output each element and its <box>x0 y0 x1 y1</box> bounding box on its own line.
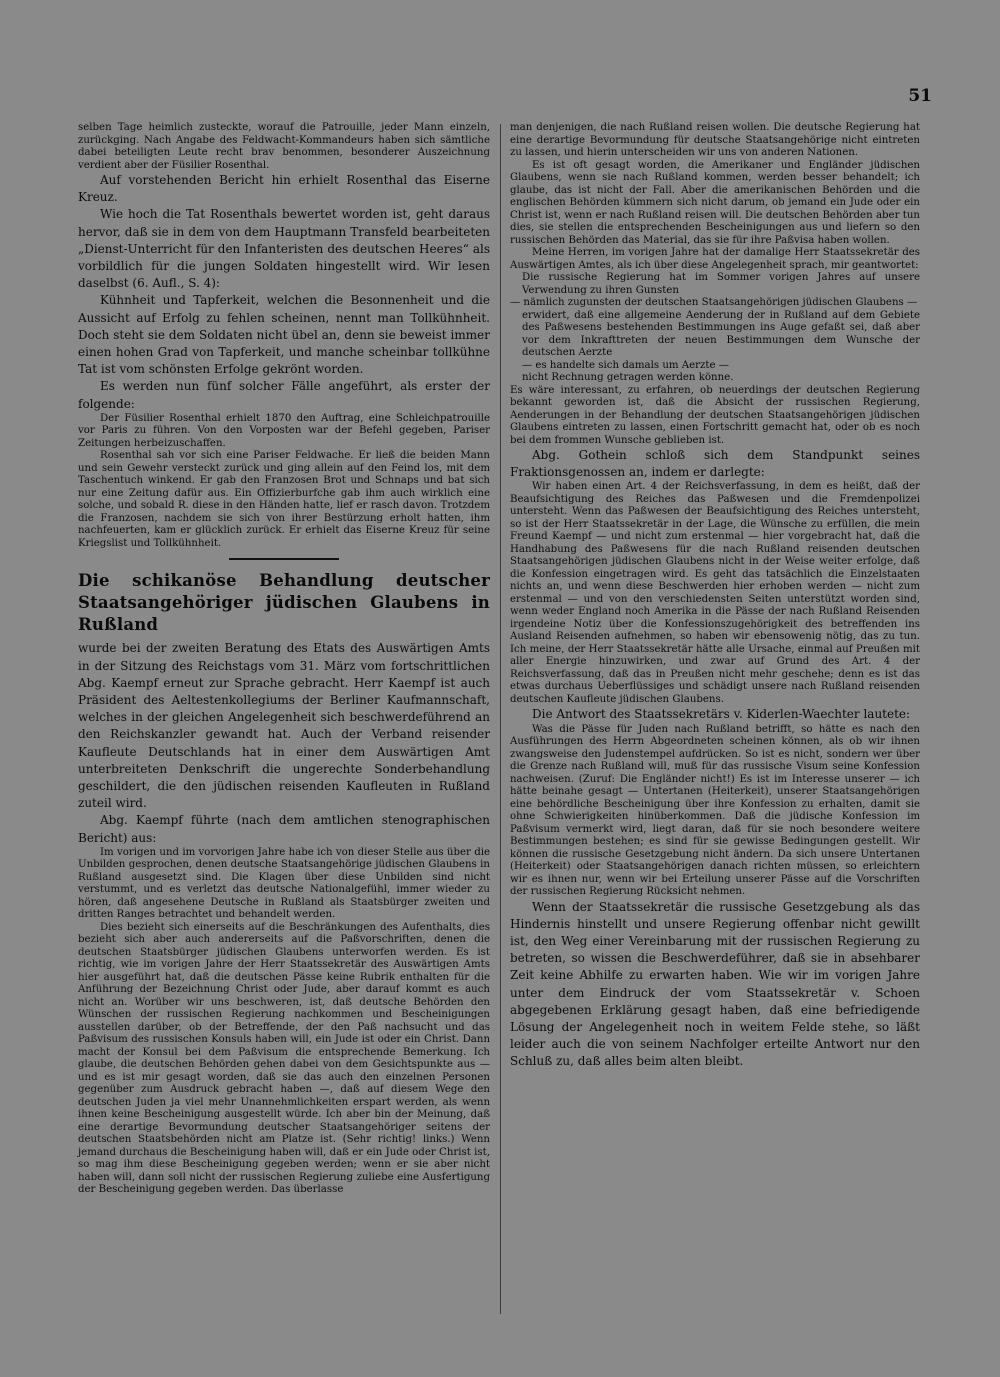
quote-line: — es handelte sich damals um Aerzte — <box>522 359 729 371</box>
paragraph: Kühnheit und Tapferkeit, welchen die Besonnenheit und die Aussicht auf Erfolg zu fehlen scheinen, nennt man Tollkühnheit. Doch steht sie dem Soldaten nicht übel an, denn sie beweist immer einen hohen Grad von Tapferkeit, und manche scheinbar tollkühne Tat ist vom schönsten Erfolge gekrönt worden. <box>78 293 490 377</box>
paragraph: Die Antwort des Staatssekretärs v. Kiderlen-Waechter lautete: <box>532 707 911 722</box>
quote-line: — nämlich zugunsten der deutschen Staatsangehörigen jüdischen Glaubens — <box>510 297 918 308</box>
paragraph: Abg. Kaempf führte (nach dem amtlichen stenographischen Bericht) aus: <box>78 813 490 845</box>
paragraph: Abg. Gothein schloß sich dem Standpunkt seines Fraktionsgenossen an, indem er darlegte: <box>510 448 920 480</box>
paragraph: Meine Herren, im vorigen Jahre hat der damalige Herr Staatssekretär des Auswärtigen Amtes, als ich über diese Angelegenheit sprach, mir geantwortet: <box>510 247 920 271</box>
paragraph: man denjenigen, die nach Rußland reisen wollen. Die deutsche Regierung hat eine derartige Bevormundung für deutsche Staatsangehörige nicht eintreten zu lassen, und hierin unterscheiden wir uns von anderen Nationen. <box>510 122 920 158</box>
paragraph: Wie hoch die Tat Rosenthals bewertet worden ist, geht daraus hervor, daß sie in dem von dem Hauptmann Transfeld bearbeiteten „Dienst-Unterricht für den Infanteristen des deutschen Heeres“ als vorbildlich für die jungen Soldaten hingestellt wird. Wir lesen daselbst (6. Aufl., S. 4): <box>78 207 490 291</box>
paragraph: Es ist oft gesagt worden, die Amerikaner und Engländer jüdischen Glaubens, wenn sie nach Rußland kommen, werden besser behandelt; ich glaube, das ist nicht der Fall. Aber die amerikanischen Behörden und die englischen Behörden kümmern sich nicht darum, ob jemand ein Jude oder ein Christ ist, wenn er nach Rußland reisen will. Die deutschen Behörden aber tun dies, sie stellen die entsprechenden Bescheinigungen aus und liefern so den russischen Behörden das Material, das sie für ihre Paßvisa haben wollen. <box>510 159 920 246</box>
paragraph: Dies bezieht sich einerseits auf die Beschränkungen des Aufenthalts, dies bezieht sich aber auch andererseits auf die Paßvorschriften, denen die deutschen Staatsbürger jüdischen Glaubens unterworfen werden. Es ist richtig, wie im vorigen Jahre der Herr Staatssekretär des Auswärtigen Amts hier ausgeführt hat, daß die deutschen Pässe keine Rubrik enthalten für die Anführung der Bezeichnung Christ oder Jude, aber darauf kommt es auch nicht an. Worüber wir uns beschweren, ist, daß deutsche Behörden den Wünschen der russischen Regierung nachkommen und Bescheinigungen ausstellen darüber, ob der Betreffende, der den Paß nachsucht und das Paßvisum des russischen Konsuls haben will, ein Jude ist oder ein Christ. Dann macht der Konsul bei dem Paßvisum die entsprechende Bemerkung. Ich glaube, die deutschen Behörden gehen dabei von dem Gesichtspunkte aus — und es ist mir gesagt worden, daß sie das auch den einzelnen Personen gegenüber zum Ausdruck gebracht haben —, daß auf diesem Wege den deutschen Juden ja viel mehr Unannehmlichkeiten erspart werden, als wenn ihnen keine Bescheinigung ausgestellt würde. Ich aber bin der Meinung, daß eine derartige Bevormundung deutscher Staatsangehöriger seitens der deutschen Staatsbehörden nicht am Platze ist. (Sehr richtig! links.) Wenn jemand durchaus die Bescheinigung haben will, daß er ein Jude oder Christ ist, so mag ihm diese Bescheinigung gegeben werden; wenn er sie aber nicht haben will, dann soll nicht der russischen Regierung zuliebe eine Ausfertigung der Bescheinigung gegeben werden. Das überlasse <box>78 921 490 1196</box>
right-column <box>510 122 920 1071</box>
page-number: 51 <box>908 86 932 106</box>
paragraph: Es werden nun fünf solcher Fälle angeführt, als erster der folgende: <box>78 379 490 411</box>
quote-line: Die russische Regierung hat im Sommer vorigen Jahres auf unsere Verwendung zu ihren Gunsten <box>522 272 920 296</box>
paragraph: Es wäre interessant, zu erfahren, ob neuerdings der deutschen Regierung bekannt geworden ist, daß die Absicht der russischen Regierung, Aenderungen in der Behandlung der deutschen Staatsangehörigen jüdischen Glaubens eintreten zu lassen, einen Fortschritt gemacht hat, oder ob es noch bei dem frommen Wunsche geblieben ist. <box>510 384 920 446</box>
quote-line: erwidert, daß eine allgemeine Aenderung der in Rußland auf dem Gebiete des Paßwesens bestehenden Bestimmungen ins Auge gefaßt sei, daß aber vor dem Inkrafttreten der neuen Bestimmungen dem Wunsche der deutschen Aerzte <box>522 309 920 358</box>
paragraph: Wir haben einen Art. 4 der Reichsverfassung, in dem es heißt, daß der Beaufsichtigung des Reiches das Paßwesen und die Fremdenpolizei untersteht. Wenn das Paßwesen der Beaufsichtigung des Reiches untersteht, so ist der Herr Staatssekretär in der Lage, die Wünsche zu erfüllen, die mein Freund Kaempf — und nicht zum erstenmal — hier vorgebracht hat, daß die Handhabung des Paßwesens für die nach Rußland reisenden deutschen Staatsangehörigen jüdischen Glaubens nicht in der Weise weiter erfolge, daß die Konfession eingetragen wird. Es geht das tatsächlich die Einzelstaaten nichts an, und wenn diese Beschwerden hier erhoben werden — nicht zum erstenmal — und von den verschiedensten Seiten unterstützt worden sind, wenn weder England noch Amerika in die Pässe der nach Rußland Reisenden irgendeine Notiz über die Konfessionszugehörigkeit des betreffenden ins Ausland Reisenden aufnehmen, so haben wir ebensowenig nötig, das zu tun. Ich meine, der Herr Staatssekretär hätte alle Ursache, einmal auf Preußen mit aller Energie hinzuwirken, und zwar auf Grund des Art. 4 der Reichsverfassung, daß das in Preußen nicht mehr geschehe; denn es ist das etwas durchaus Ueberflüssiges und schädigt unsere nach Rußland reisenden deutschen Kaufleute jüdischen Glaubens. <box>510 481 920 705</box>
paragraph: Was die Pässe für Juden nach Rußland betrifft, so hätte es nach den Ausführungen des Herrn Abgeordneten scheinen können, als ob wir ihnen zwangsweise den Judenstempel aufdrücken. So ist es nicht, sondern wer über die Grenze nach Rußland will, muß für das russische Visum seine Konfession nachweisen. (Zuruf: Die Engländer nicht!) Es ist im Interesse unserer — ich hätte beinahe gesagt — Untertanen (Heiterkeit), unserer Staatsangehörigen eine behördliche Bescheinigung über ihre Konfession zu erhalten, damit sie ohne Schwierigkeiten hinüberkommen. Daß die jüdische Konfession im Paßvisum vermerkt wird, liegt daran, daß für sie noch besondere weitere Bestimmungen bestehen; es sind für sie gewisse Bedingungen gestellt. Wir können die russische Gesetzgebung nicht ändern. Da sich unsere Untertanen (Heiterkeit) oder Staatsangehörigen danach richten müssen, so erleichtern wir es ihnen nur, wenn wir bei Erteilung unserer Pässe auf die Vorschriften der russischen Regierung Rücksicht nehmen. <box>510 723 920 898</box>
column-rule <box>500 124 501 1314</box>
paragraph: Auf vorstehenden Bericht hin erhielt Rosenthal das Eiserne Kreuz. <box>78 173 490 205</box>
left-column <box>78 122 490 1197</box>
paragraph: Wenn der Staatssekretär die russische Gesetzgebung als das Hindernis hinstellt und unsere Regierung offenbar nicht gewillt ist, den Weg einer Vereinbarung mit der russischen Regierung zu betreten, so wissen die Beschwerdeführer, daß sie in absehbarer Zeit keine Abhilfe zu erwarten haben. Wie wir im vorigen Jahre unter dem Eindruck der vom Staatssekretär v. Schoen abgegebenen Erklärung gesagt haben, daß eine befriedigende Lösung der Angelegenheit noch in weitem Felde stehe, so läßt leider auch die von seinem Nachfolger erteilte Antwort nur den Schluß zu, daß alles beim alten bleibt. <box>510 899 920 1069</box>
section-divider <box>229 558 339 560</box>
paragraph: Rosenthal sah vor sich eine Pariser Feldwache. Er ließ die beiden Mann und sein Gewehr versteckt zurück und ging allein auf den Feind los, mit dem Taschentuch winkend. Er gab den Franzosen Brot und Schnaps und bat sich nur eine Zeitung dafür aus. Ein Offizierburfche gab ihm auch wirklich eine solche, und sobald R. diese in den Händen hatte, lief er rasch davon. Trotzdem die Franzosen, nachdem sie sich von ihrer Bestürzung erholt hatten, ihm nachfeuerten, kam er glücklich zurück. Er erhielt das Eiserne Kreuz für seine Kriegslist und Tollkühnheit. <box>78 450 490 549</box>
paragraph: Im vorigen und im vorvorigen Jahre habe ich von dieser Stelle aus über die Unbilden gesprochen, denen deutsche Staatsangehörige jüdischen Glaubens in Rußland ausgesetzt sind. Die Klagen über diese Unbilden sind nicht verstummt, und es verletzt das deutsche Nationalgefühl, immer wieder zu hören, daß angesehene Deutsche in Rußland als Staatsbürger zweiten und dritten Ranges betrachtet und behandelt werden. <box>78 846 490 921</box>
paragraph: Der Füsilier Rosenthal erhielt 1870 den Auftrag, eine Schleichpatrouille vor Paris zu führen. Von den Vorposten war der Befehl gegeben, Pariser Zeitungen herbeizuschaffen. <box>78 412 490 449</box>
quote-line: nicht Rechnung getragen werden könne. <box>522 372 734 383</box>
paragraph: wurde bei der zweiten Beratung des Etats des Auswärtigen Amts in der Sitzung des Reichstags vom 31. März vom fortschrittlichen Abg. Kaempf erneut zur Sprache gebracht. Herr Kaempf ist auch Präsident des Aeltestenkollegiums der Berliner Kaufmannschaft, welches in der gleichen Angelegenheit sich beschwerdeführend an den Reichskanzler gewandt hat. Auch der Verband reisender Kaufleute Deutschlands hat in einer dem Auswärtigen Amt unterbreiteten Denkschrift die ungerechte Sonderbehandlung geschildert, die den jüdischen reisenden Kaufleuten in Rußland zuteil wird. <box>78 641 490 811</box>
paragraph: selben Tage heimlich zusteckte, worauf die Patrouille, jeder Mann einzeln, zurückging. Nach Angabe des Feldwacht-Kommandeurs haben sich sämtliche dabei beteiligten Leute recht brav benommen, besonderer Auszeichnung verdient aber der Füsilier Rosenthal. <box>78 122 490 171</box>
article-heading: Die schikanöse Behandlung deutscher Staatsangehöriger jüdischen Glaubens in Rußland <box>78 571 490 635</box>
